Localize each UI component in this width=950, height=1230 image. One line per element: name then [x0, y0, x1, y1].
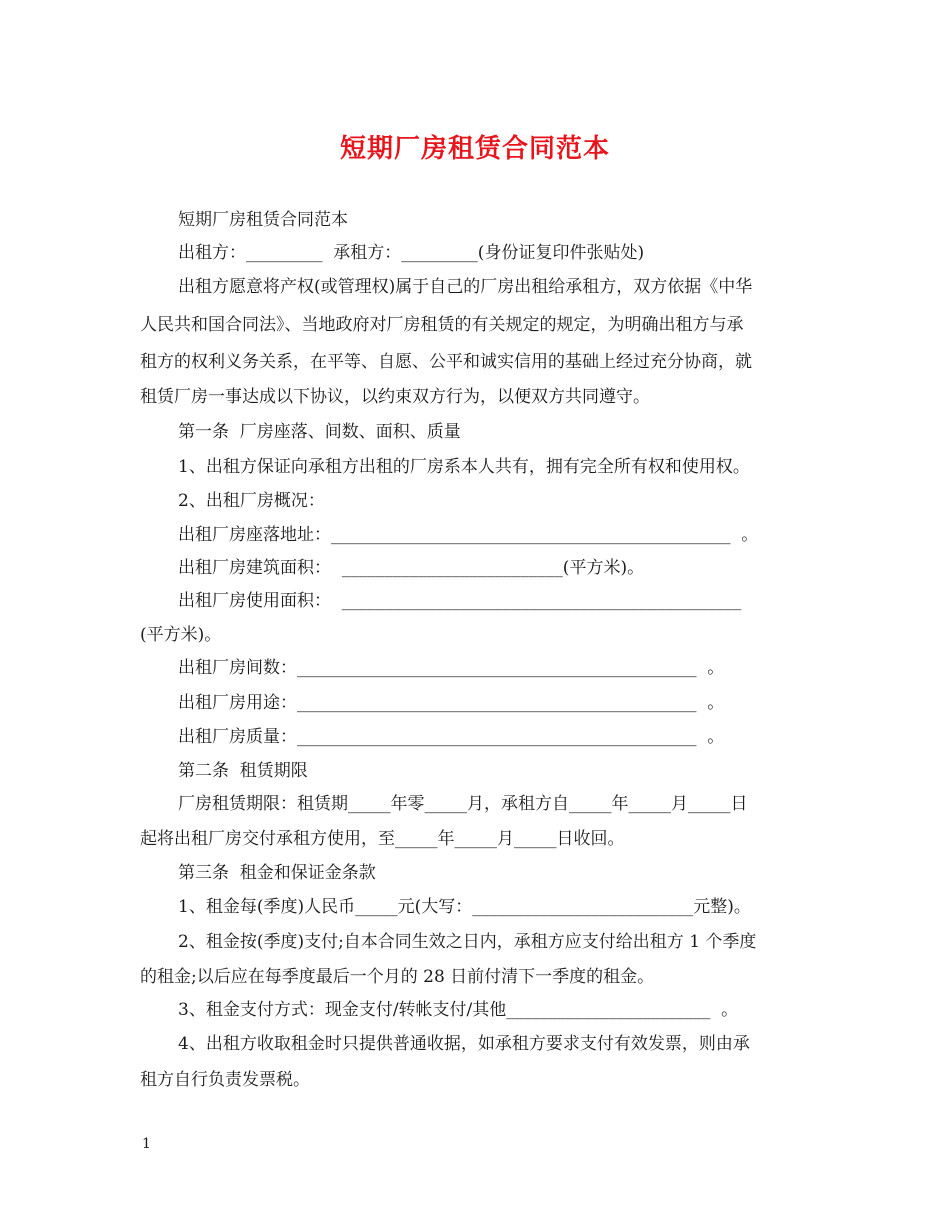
body-line: 短期厂房租赁合同范本 — [178, 210, 348, 230]
body-line: 出租厂房间数：_______________________________________________ 。 — [178, 658, 725, 678]
body-line: 4、出租方收取租金时只提供普通收据，如承租方要求支付有效发票，则由承 — [178, 1034, 750, 1054]
body-line: 1、租金每(季度)人民币_____元(大写：__________________________元整)。 — [178, 897, 751, 917]
body-line: 出租厂房使用面积： _______________________________________________ — [178, 591, 742, 611]
body-line: 租方自行负责发票税。 — [140, 1070, 310, 1090]
body-line: 2、租金按(季度)支付;自本合同生效之日内，承租方应支付给出租方 1 个季度 — [178, 932, 757, 952]
body-line: 出租方愿意将产权(或管理权)属于自己的厂房出租给承租方，双方依据《中华 — [178, 277, 753, 297]
body-line: 的租金;以后应在每季度最后一个月的 28 日前付清下一季度的租金。 — [140, 967, 655, 987]
body-line: 出租厂房建筑面积： __________________________(平方米)。 — [178, 558, 645, 578]
body-line: 出租厂房座落地址：_______________________________________________ 。 — [178, 525, 759, 545]
section-heading: 第三条 租金和保证金条款 — [178, 863, 376, 883]
body-line: 出租厂房质量：_______________________________________________ 。 — [178, 727, 725, 747]
body-line: 厂房租赁期限：租赁期_____年零_____月，承租方自_____年_____月_____日 — [178, 794, 748, 814]
body-line: 出租方：_________ 承租方：_________(身份证复印件张贴处) — [178, 243, 645, 263]
body-line: 租方的权利义务关系，在平等、自愿、公平和诚实信用的基础上经过充分协商，就 — [140, 352, 752, 372]
body-line: 出租厂房用途：_______________________________________________ 。 — [178, 693, 725, 713]
body-line: 2、出租厂房概况： — [178, 491, 325, 511]
body-line: 人民共和国合同法》、当地政府对厂房租赁的有关规定的规定，为明确出租方与承 — [140, 315, 744, 335]
section-heading: 第二条 租赁期限 — [178, 761, 308, 781]
body-line: (平方米)。 — [140, 625, 222, 645]
section-heading: 第一条 厂房座落、间数、面积、质量 — [178, 422, 461, 442]
body-line: 起将出租厂房交付承租方使用，至_____年_____月_____日收回。 — [140, 829, 625, 849]
body-line: 3、租金支付方式：现金支付/转帐支付/其他________________________ 。 — [178, 1000, 739, 1020]
document-title: 短期厂房租赁合同范本 — [339, 134, 610, 164]
page-number: 1 — [142, 1136, 151, 1152]
body-line: 租赁厂房一事达成以下协议，以约束双方行为，以便双方共同遵守。 — [140, 387, 650, 407]
body-line: 1、出租方保证向承租方出租的厂房系本人共有，拥有完全所有权和使用权。 — [178, 457, 750, 477]
